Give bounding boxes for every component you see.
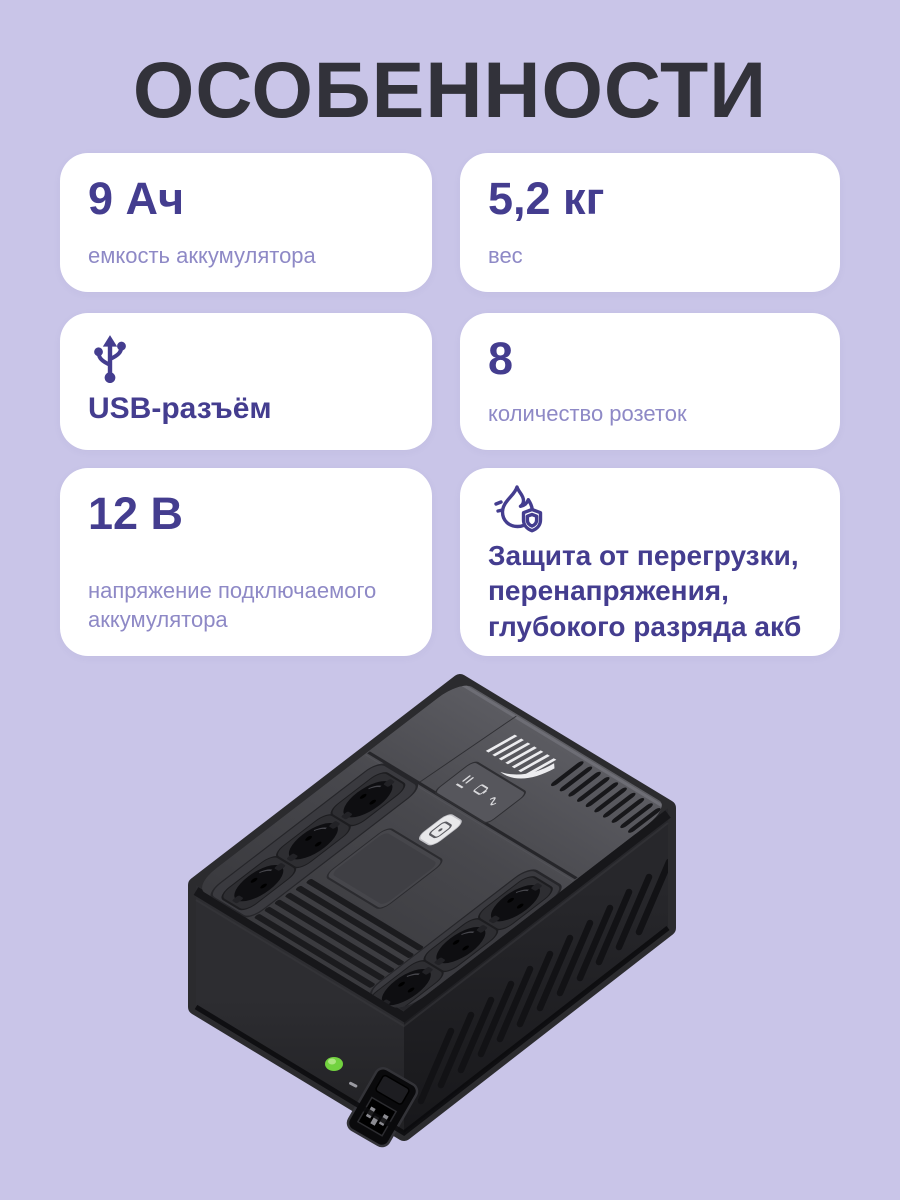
feature-card-capacity (60, 153, 432, 292)
outlets-label: количество розеток (488, 400, 687, 426)
capacity-value: 9 Ач (88, 173, 185, 224)
page-title: ОСОБЕННОСТИ (132, 45, 768, 134)
ups-product-photo (130, 640, 750, 1200)
feature-card-voltage (60, 468, 432, 656)
usb-label: USB-разъём (88, 392, 272, 426)
usb-icon (88, 331, 408, 389)
feature-card-weight (460, 153, 840, 292)
weight-value: 5,2 кг (488, 173, 605, 224)
feature-card-usb (60, 313, 432, 450)
voltage-value: 12 В (88, 488, 184, 539)
fire-shield-icon (488, 482, 816, 538)
protection-label: Защита от перегрузки, перенапряжения, глубокого разряда акб (488, 540, 802, 642)
feature-card-protection (460, 468, 840, 656)
voltage-label: напряжение подключаемого аккумулятора (88, 577, 377, 632)
capacity-label: емкость аккумулятора (88, 242, 316, 268)
weight-label: вес (488, 242, 523, 268)
feature-card-outlets (460, 313, 840, 450)
outlets-value: 8 (488, 333, 514, 384)
status-led (325, 1057, 343, 1071)
